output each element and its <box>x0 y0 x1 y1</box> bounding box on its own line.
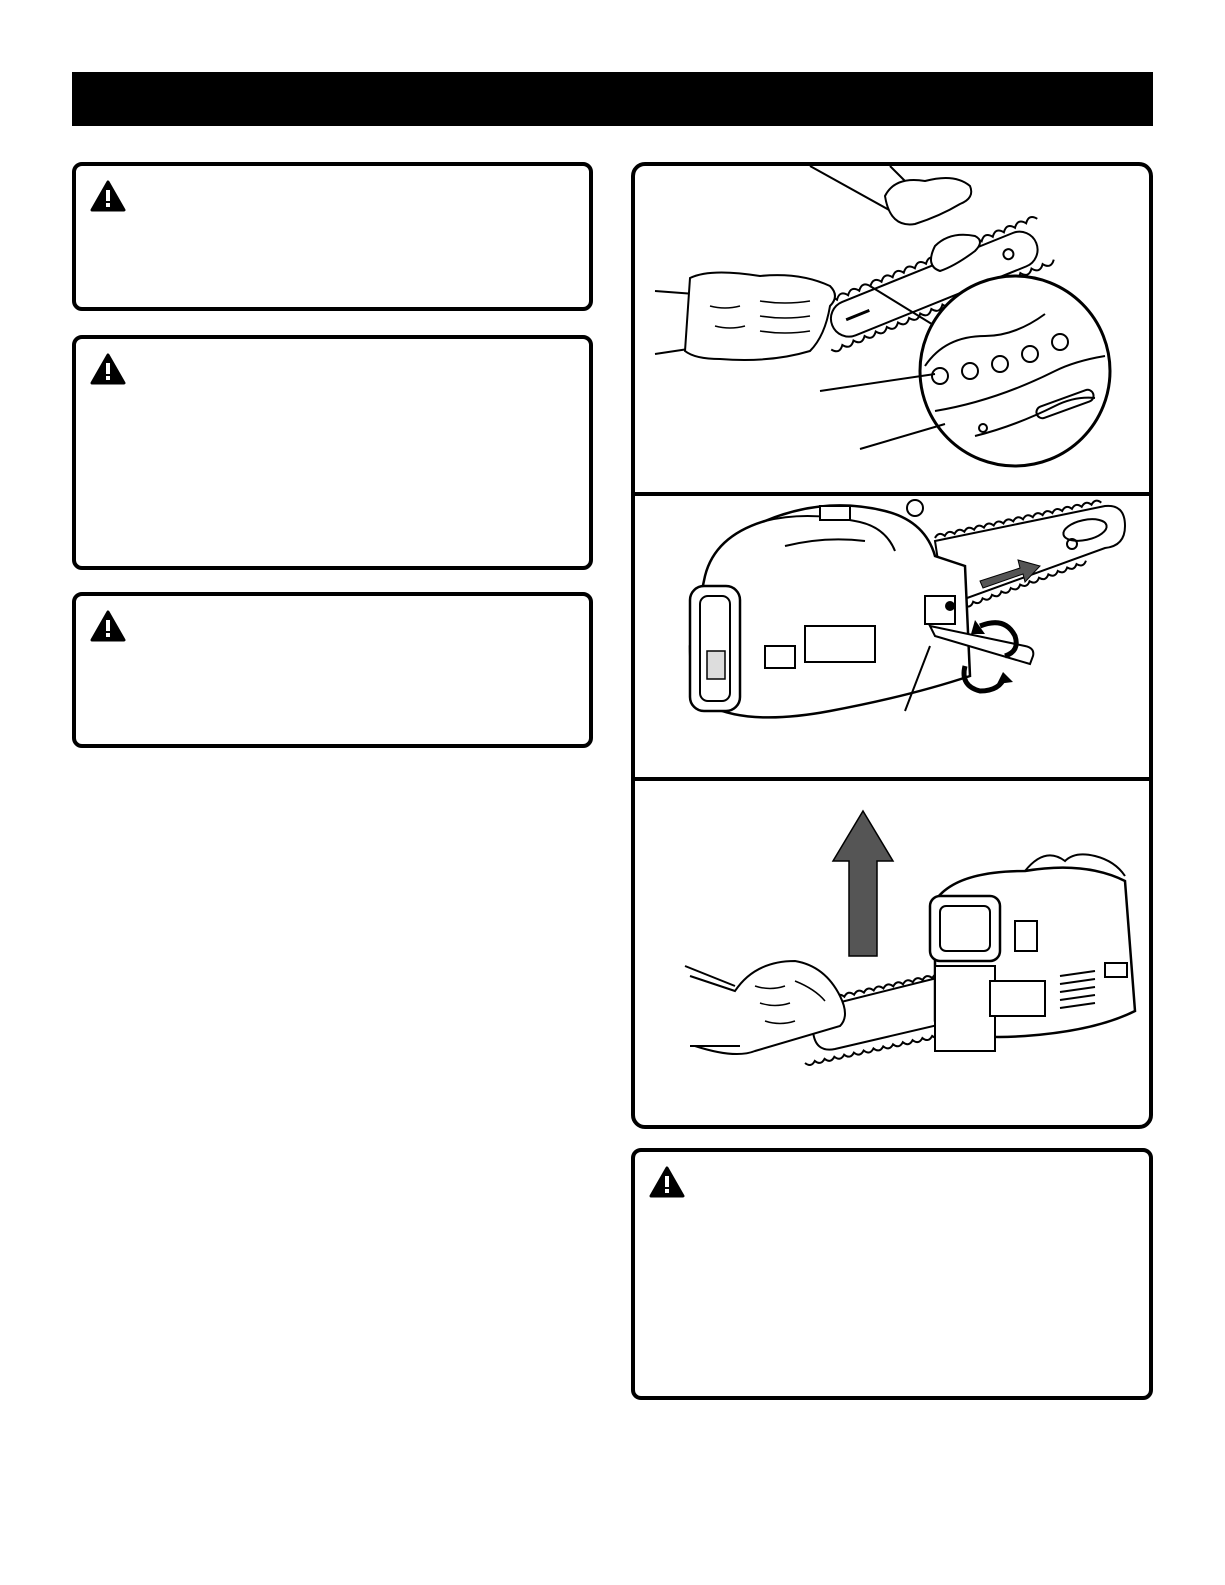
figure-chainsaw-wrench <box>635 496 1149 777</box>
warning-triangle-icon <box>90 610 126 642</box>
warning-triangle-icon <box>90 353 126 385</box>
figure-gloved-hands-chain <box>635 166 1149 492</box>
section-header-bar <box>72 72 1153 126</box>
figure-lift-bar-chain <box>635 781 1149 1125</box>
warning-triangle-icon <box>90 180 126 212</box>
warning-box-2 <box>72 335 593 570</box>
warning-box-3 <box>72 592 593 748</box>
warning-triangle-icon <box>649 1166 685 1198</box>
warning-box-4 <box>631 1148 1153 1400</box>
figure-panel <box>631 162 1153 1129</box>
warning-box-1 <box>72 162 593 311</box>
